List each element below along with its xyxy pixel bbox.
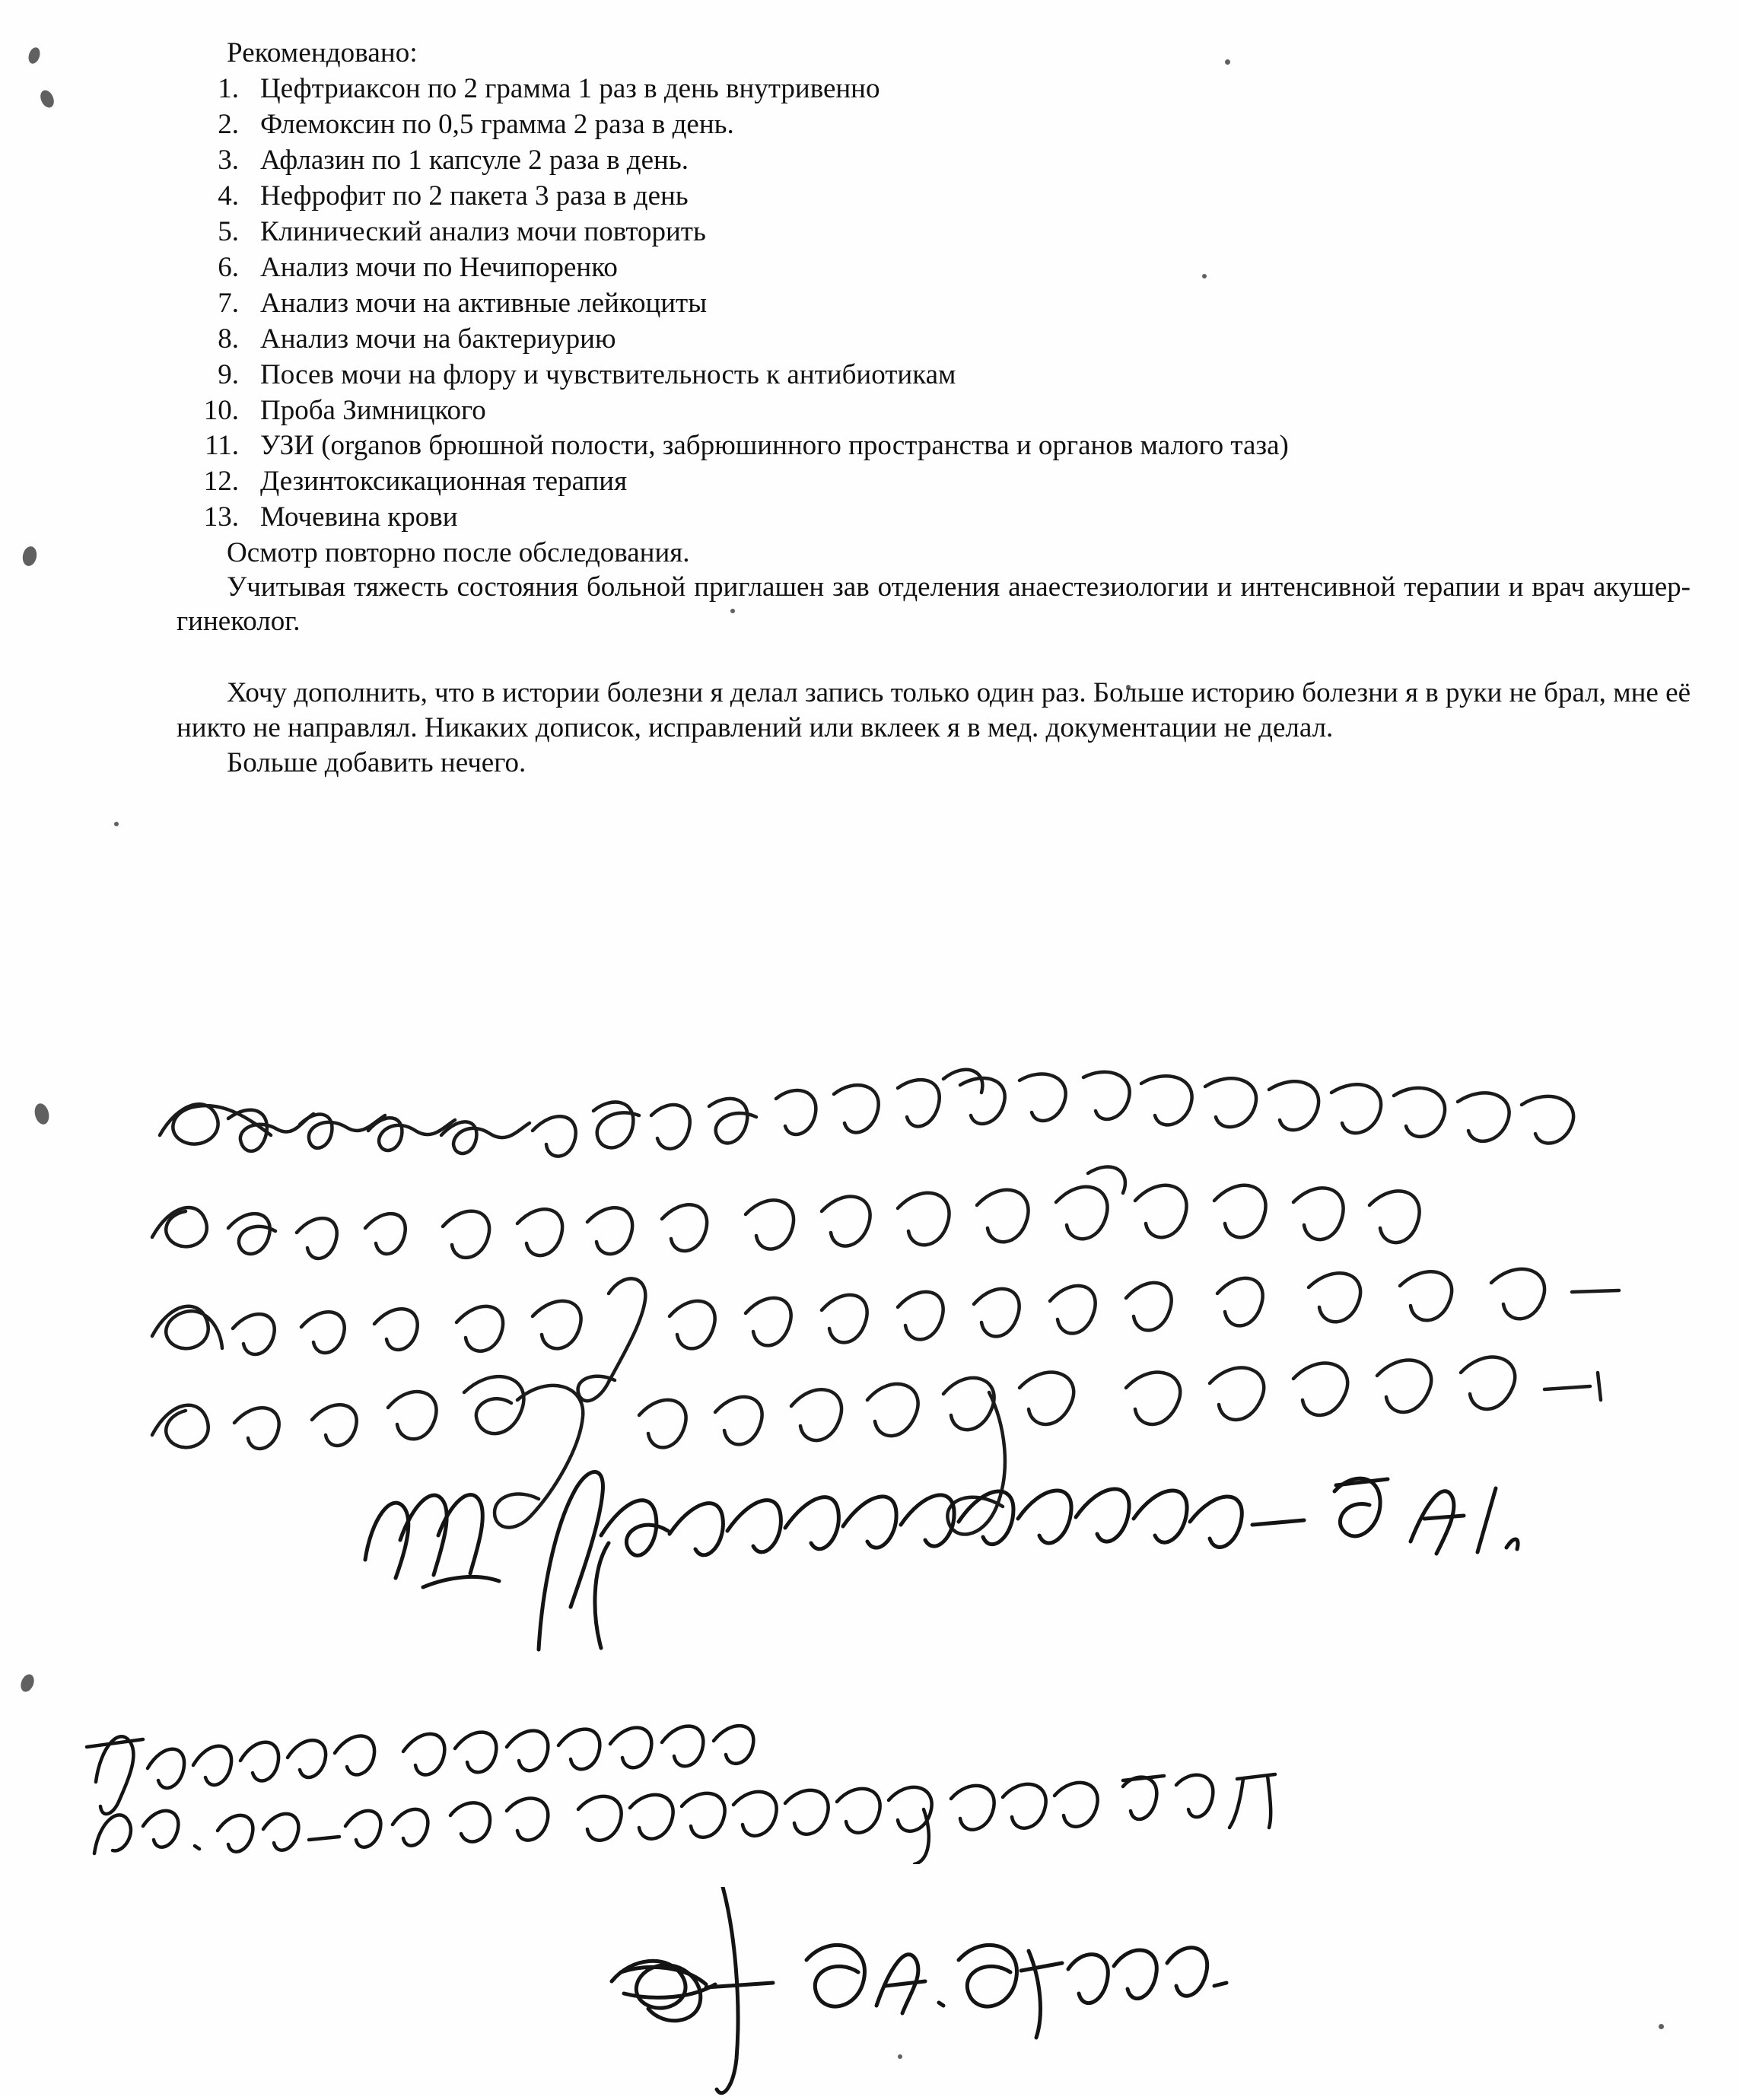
list-item-text: Мочевина крови bbox=[260, 501, 458, 533]
list-item-number: 3. bbox=[218, 144, 239, 176]
list-item-text: Цефтриаксон по 2 грамма 1 раз в день внутривенно bbox=[260, 72, 880, 104]
handwriting-line-2 bbox=[137, 1065, 138, 1066]
list-item bbox=[177, 108, 1691, 142]
closing-block bbox=[177, 676, 1691, 780]
list-item-number: 1. bbox=[218, 72, 239, 104]
scan-artifact bbox=[1659, 2024, 1664, 2029]
list-item-text: Афлазин по 1 капсуле 2 раза в день. bbox=[260, 144, 689, 176]
handwriting-line-1 bbox=[137, 1065, 138, 1066]
list-item-text: Флемоксин по 0,5 грамма 2 раза в день. bbox=[260, 108, 734, 140]
list-item bbox=[177, 180, 1691, 214]
list-item-number: 12. bbox=[203, 466, 239, 498]
list-item bbox=[177, 429, 1691, 463]
list-item bbox=[177, 501, 1691, 535]
list-item-number: 10. bbox=[203, 394, 239, 426]
scan-artifact bbox=[21, 545, 38, 567]
list-item-text: УЗИ (organов брюшной полости, забрюшинного пространства и органов малого таза) bbox=[260, 430, 1289, 462]
scan-artifact bbox=[27, 46, 42, 65]
investigator-ink bbox=[84, 1712, 1301, 1864]
scan-artifact bbox=[18, 1672, 37, 1694]
list-item-number: 9. bbox=[218, 358, 239, 390]
list-item-number: 8. bbox=[218, 323, 239, 355]
list-item-text: Анализ мочи на активные лейкоциты bbox=[260, 287, 708, 319]
list-item bbox=[177, 72, 1691, 107]
handwriting-line-4 bbox=[137, 1065, 138, 1066]
list-item-text: Нефрофит по 2 пакета 3 раза в день bbox=[260, 180, 689, 212]
closing-line: Больше добавить нечего. bbox=[227, 746, 526, 778]
investigator-signature-name bbox=[578, 1887, 579, 1888]
list-item bbox=[177, 287, 1691, 321]
list-item-number: 5. bbox=[218, 215, 239, 247]
followup-exam-line: Осмотр повторно после обследования. bbox=[227, 537, 690, 569]
handwriting-line-3 bbox=[137, 1065, 138, 1066]
document-text-body bbox=[177, 37, 1691, 780]
list-item-text: Проба Зимницкого bbox=[260, 394, 486, 426]
scan-artifact bbox=[33, 1102, 51, 1126]
list-item bbox=[177, 394, 1691, 428]
list-item-text: Анализ мочи на бактериурию bbox=[260, 323, 616, 355]
list-item-number: 7. bbox=[218, 287, 239, 319]
consultation-line: Учитывая тяжесть состояния больной приглашен зав отделения анаестезиологии и интенсивной терапии и врач акушер-гинеколог. bbox=[177, 571, 1691, 638]
scan-artifact bbox=[38, 88, 56, 110]
list-item-text: Клинический анализ мочи повторить bbox=[260, 215, 706, 247]
list-item bbox=[177, 144, 1691, 178]
list-item-number: 2. bbox=[218, 108, 239, 140]
investigator-block bbox=[84, 1712, 1301, 1864]
recommendations-heading: Рекомендовано: bbox=[227, 37, 418, 68]
list-item-number: 13. bbox=[203, 501, 239, 533]
list-item bbox=[177, 358, 1691, 393]
list-item-text: Посев мочи на флору и чувствительность к антибиотикам bbox=[260, 358, 956, 390]
scan-artifact bbox=[114, 822, 119, 826]
signature-ink bbox=[350, 1446, 1567, 1659]
list-item bbox=[177, 251, 1691, 285]
list-item-text: Дезинтоксикационная терапия bbox=[260, 466, 628, 498]
list-item-number: 11. bbox=[205, 430, 239, 462]
list-item-text: Анализ мочи по Нечипоренко bbox=[260, 251, 618, 283]
list-item-number: 6. bbox=[218, 251, 239, 283]
closing-paragraph: Хочу дополнить, что в истории болезни я делал запись только один раз. Больше историю болезни я в руки не брал, мне её никто не направлял. Никаких дописок, исправлений или вклеек я в мед. документации не делал. bbox=[177, 677, 1691, 743]
list-item bbox=[177, 323, 1691, 357]
list-item bbox=[177, 465, 1691, 499]
list-item bbox=[177, 215, 1691, 250]
recommendations-list bbox=[177, 72, 1691, 535]
investigator-signature bbox=[578, 1887, 1263, 2100]
witness-signature bbox=[350, 1446, 1567, 1659]
list-item-number: 4. bbox=[218, 180, 239, 212]
investigator-signature-ink bbox=[578, 1887, 1263, 2100]
